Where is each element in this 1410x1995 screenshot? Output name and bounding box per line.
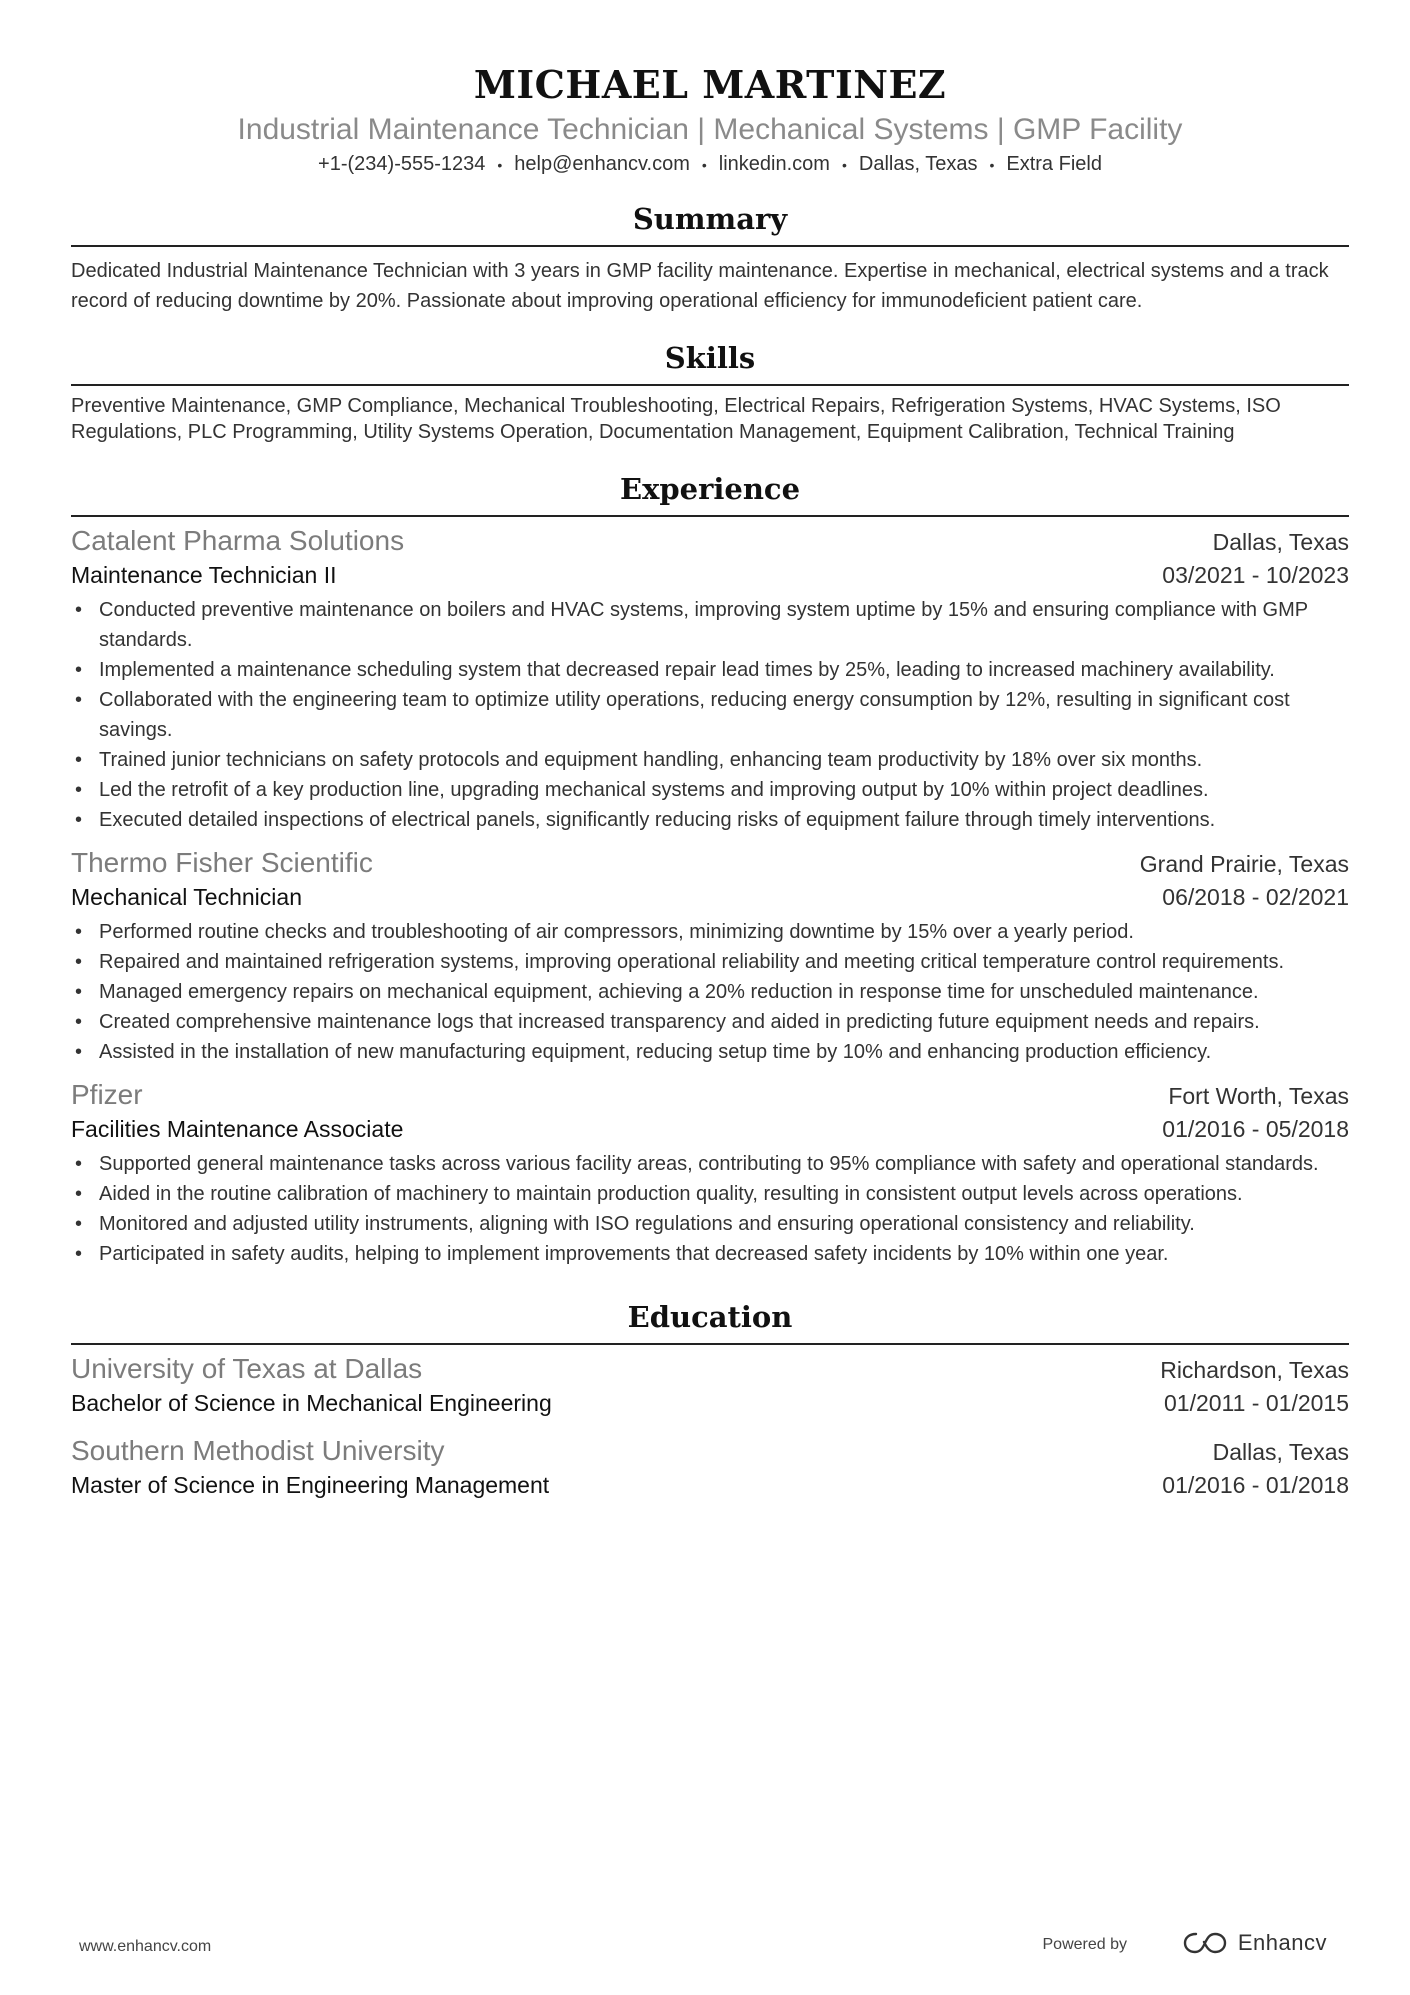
experience-entry — [71, 845, 1349, 1067]
list-item: • Executed detailed inspections of electrical panels, significantly reducing risks of equipment failure through timely interventions. — [71, 805, 1349, 835]
bullet-icon: • — [75, 1040, 83, 1063]
bullet-icon: • — [75, 920, 83, 943]
job-location: Dallas, Texas — [1212, 528, 1349, 555]
school-name: Southern Methodist University — [71, 1434, 445, 1466]
brand-name: Enhancv — [1237, 1930, 1327, 1955]
list-item: • Led the retrofit of a key production line, upgrading mechanical systems and improving output by 10% within project deadlines. — [71, 775, 1349, 805]
list-item: • Created comprehensive maintenance logs that increased transparency and aided in predicting future equipment needs and repairs. — [71, 1007, 1349, 1037]
contact-extra-field: Extra Field — [1006, 153, 1102, 175]
list-item: • Monitored and adjusted utility instruments, aligning with ISO regulations and ensuring operational consistency and reliability. — [71, 1209, 1349, 1239]
school-location: Richardson, Texas — [1160, 1356, 1349, 1383]
skills-section — [71, 338, 1349, 445]
experience-entry — [71, 1077, 1349, 1269]
section-title-experience: Experience — [619, 471, 801, 506]
bullet-icon: • — [75, 808, 83, 831]
page-footer — [79, 1928, 1327, 1968]
degree-name: Bachelor of Science in Mechanical Engineering — [71, 1389, 552, 1416]
contact-linkedin: linkedin.com — [718, 153, 830, 175]
list-item: • Managed emergency repairs on mechanical equipment, achieving a 20% reduction in response time for unscheduled maintenance. — [71, 977, 1349, 1007]
education-entry — [71, 1433, 1349, 1501]
summary-text: Dedicated Industrial Maintenance Technician with 3 years in GMP facility maintenance. Expertise in mechanical, electrical systems and a track record of reducing downtime by 20%. Passionate about improving operational efficiency for immunodeficient patient care. — [71, 259, 1329, 312]
section-divider — [71, 1343, 1349, 1345]
job-achievements — [71, 1149, 1349, 1269]
bullet-icon: • — [75, 980, 83, 1003]
company-name: Thermo Fisher Scientific — [71, 846, 373, 878]
job-title: Mechanical Technician — [71, 883, 302, 910]
contact-separator: • — [701, 156, 707, 173]
section-title-summary: Summary — [632, 201, 788, 236]
footer-website-link[interactable]: www.enhancv.com — [79, 1938, 212, 1955]
candidate-name: MICHAEL MARTINEZ — [473, 62, 947, 107]
section-title-education: Education — [627, 1299, 793, 1334]
list-item: • Repaired and maintained refrigeration systems, improving operational reliability and meeting critical temperature control requirements. — [71, 947, 1349, 977]
bullet-icon: • — [75, 1010, 83, 1033]
job-achievements — [71, 917, 1349, 1067]
list-item: • Aided in the routine calibration of machinery to maintain production quality, resulting in consistent output levels across operations. — [71, 1179, 1349, 1209]
section-divider — [71, 384, 1349, 386]
school-location: Dallas, Texas — [1212, 1438, 1349, 1465]
bullet-icon: • — [75, 688, 83, 711]
contact-separator: • — [841, 156, 847, 173]
list-item: • Collaborated with the engineering team to optimize utility operations, reducing energy consumption by 12%, resulting in significant cost savings. — [71, 685, 1349, 745]
job-location: Grand Prairie, Texas — [1139, 850, 1349, 877]
resume-header — [71, 0, 1349, 179]
experience-section — [71, 469, 1349, 1269]
list-item: • Conducted preventive maintenance on boilers and HVAC systems, improving system uptime by 15% and ensuring compliance with GMP standards. — [71, 595, 1349, 655]
bullet-icon: • — [75, 1212, 83, 1235]
contact-separator: • — [497, 156, 503, 173]
powered-by-label: Powered by — [1042, 1936, 1127, 1953]
contact-info — [71, 150, 1349, 179]
education-dates: 01/2016 - 01/2018 — [1162, 1471, 1349, 1498]
bullet-icon: • — [75, 658, 83, 681]
bullet-icon: • — [75, 1242, 83, 1265]
job-dates: 01/2016 - 05/2018 — [1162, 1115, 1349, 1142]
job-location: Fort Worth, Texas — [1168, 1082, 1349, 1109]
section-divider — [71, 245, 1349, 247]
company-name: Catalent Pharma Solutions — [71, 524, 405, 556]
skills-text: Preventive Maintenance, GMP Compliance, Mechanical Troubleshooting, Electrical Repairs, Refrigeration Systems, HVAC Systems, ISO Regulations, PLC Programming, Utility Systems Operation, Documentation Management, Equipment Calibration, Technical Training — [71, 394, 1281, 443]
resume-page — [71, 0, 1349, 1501]
bullet-icon: • — [75, 1182, 83, 1205]
job-title: Maintenance Technician II — [71, 561, 337, 588]
enhancv-logo-icon — [1182, 1930, 1228, 1956]
job-title: Facilities Maintenance Associate — [71, 1115, 404, 1142]
job-achievements — [71, 595, 1349, 835]
bullet-icon: • — [75, 598, 83, 621]
enhancv-logo[interactable] — [1182, 1930, 1327, 1956]
education-entry — [71, 1351, 1349, 1419]
experience-entry — [71, 523, 1349, 835]
list-item: • Participated in safety audits, helping to implement improvements that decreased safety incidents by 10% within one year. — [71, 1239, 1349, 1269]
contact-location: Dallas, Texas — [858, 153, 978, 175]
school-name: University of Texas at Dallas — [71, 1352, 423, 1384]
education-section — [71, 1297, 1349, 1501]
contact-separator: • — [989, 156, 995, 173]
list-item: • Trained junior technicians on safety protocols and equipment handling, enhancing team productivity by 18% over six months. — [71, 745, 1349, 775]
company-name: Pfizer — [71, 1078, 143, 1110]
bullet-icon: • — [75, 1152, 83, 1175]
degree-name: Master of Science in Engineering Management — [71, 1471, 550, 1498]
bullet-icon: • — [75, 778, 83, 801]
list-item: • Assisted in the installation of new manufacturing equipment, reducing setup time by 10% and enhancing production efficiency. — [71, 1037, 1349, 1067]
contact-phone: +1-(234)-555-1234 — [318, 153, 486, 175]
list-item: • Performed routine checks and troubleshooting of air compressors, minimizing downtime by 15% over a yearly period. — [71, 917, 1349, 947]
summary-section — [71, 199, 1349, 316]
job-dates: 06/2018 - 02/2021 — [1162, 883, 1349, 910]
contact-email: help@enhancv.com — [514, 153, 690, 175]
section-divider — [71, 515, 1349, 517]
bullet-icon: • — [75, 748, 83, 771]
job-dates: 03/2021 - 10/2023 — [1162, 561, 1349, 588]
list-item: • Supported general maintenance tasks across various facility areas, contributing to 95% compliance with safety and operational standards. — [71, 1149, 1349, 1179]
list-item: • Implemented a maintenance scheduling system that decreased repair lead times by 25%, leading to increased machinery availability. — [71, 655, 1349, 685]
bullet-icon: • — [75, 950, 83, 973]
section-title-skills: Skills — [664, 340, 756, 375]
education-dates: 01/2011 - 01/2015 — [1163, 1389, 1349, 1416]
candidate-headline: Industrial Maintenance Technician | Mechanical Systems | GMP Facility — [237, 113, 1183, 146]
